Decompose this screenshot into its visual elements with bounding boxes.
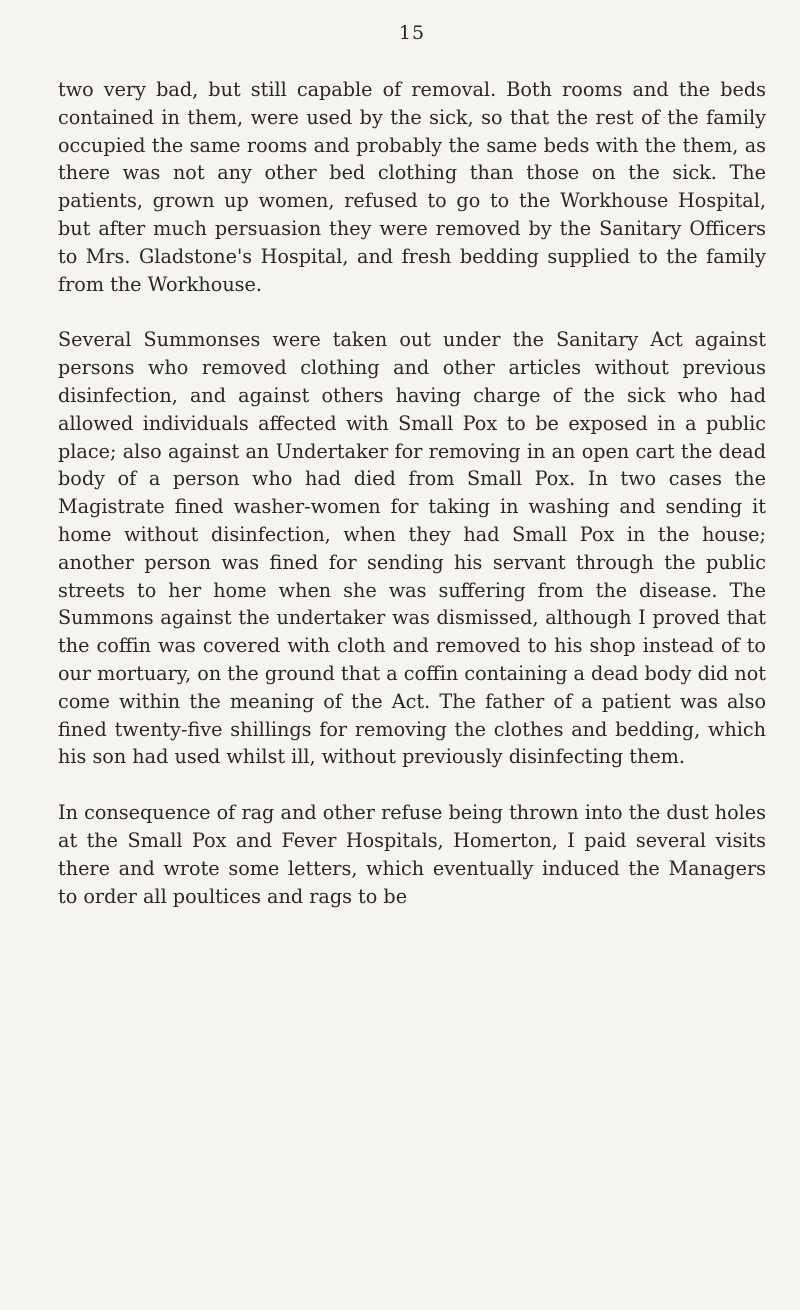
paragraph-1: two very bad, but still capable of removal. Both rooms and the beds contained in them, were used by the sick, so that the rest of the family occupied the same rooms and probably the same beds with the them, as there was not any other bed clothing than those on the sick. The patients, grown up women, refused to go to the Workhouse Hospital, but after much persuasion they were removed by the Sanitary Officers to Mrs. Gladstone's Hospital, and fresh bedding supplied to the family from the Workhouse. <box>58 78 766 296</box>
page-number: 15 <box>398 22 426 44</box>
paragraph-2: Several Summonses were taken out under the Sanitary Act against persons who removed clothing and other articles without previous disinfection, and against others having charge of the sick who had allowed individuals affected with Small Pox to be exposed in a public place; also against an Undertaker for removing in an open cart the dead body of a person who had died from Small Pox. In two cases the Magistrate fined washer-women for taking in washing and sending it home without disinfection, when they had Small Pox in the house; another person was fined for sending his servant through the public streets to her home when she was suffering from the disease. The Summons against the undertaker was dismissed, although I proved that the coffin was covered with cloth and removed to his shop instead of to our mortuary, on the ground that a coffin containing a dead body did not come within the meaning of the Act. The father of a patient was also fined twenty-five shillings for removing the clothes and bedding, which his son had used whilst ill, without previously disinfecting them. <box>58 328 766 769</box>
paragraph-3: In consequence of rag and other refuse being thrown into the dust holes at the Small Pox and Fever Hospitals, Homerton, I paid several visits there and wrote some letters, which eventually induced the Managers to order all poultices and rags to be <box>58 801 766 908</box>
document-page <box>58 22 766 910</box>
